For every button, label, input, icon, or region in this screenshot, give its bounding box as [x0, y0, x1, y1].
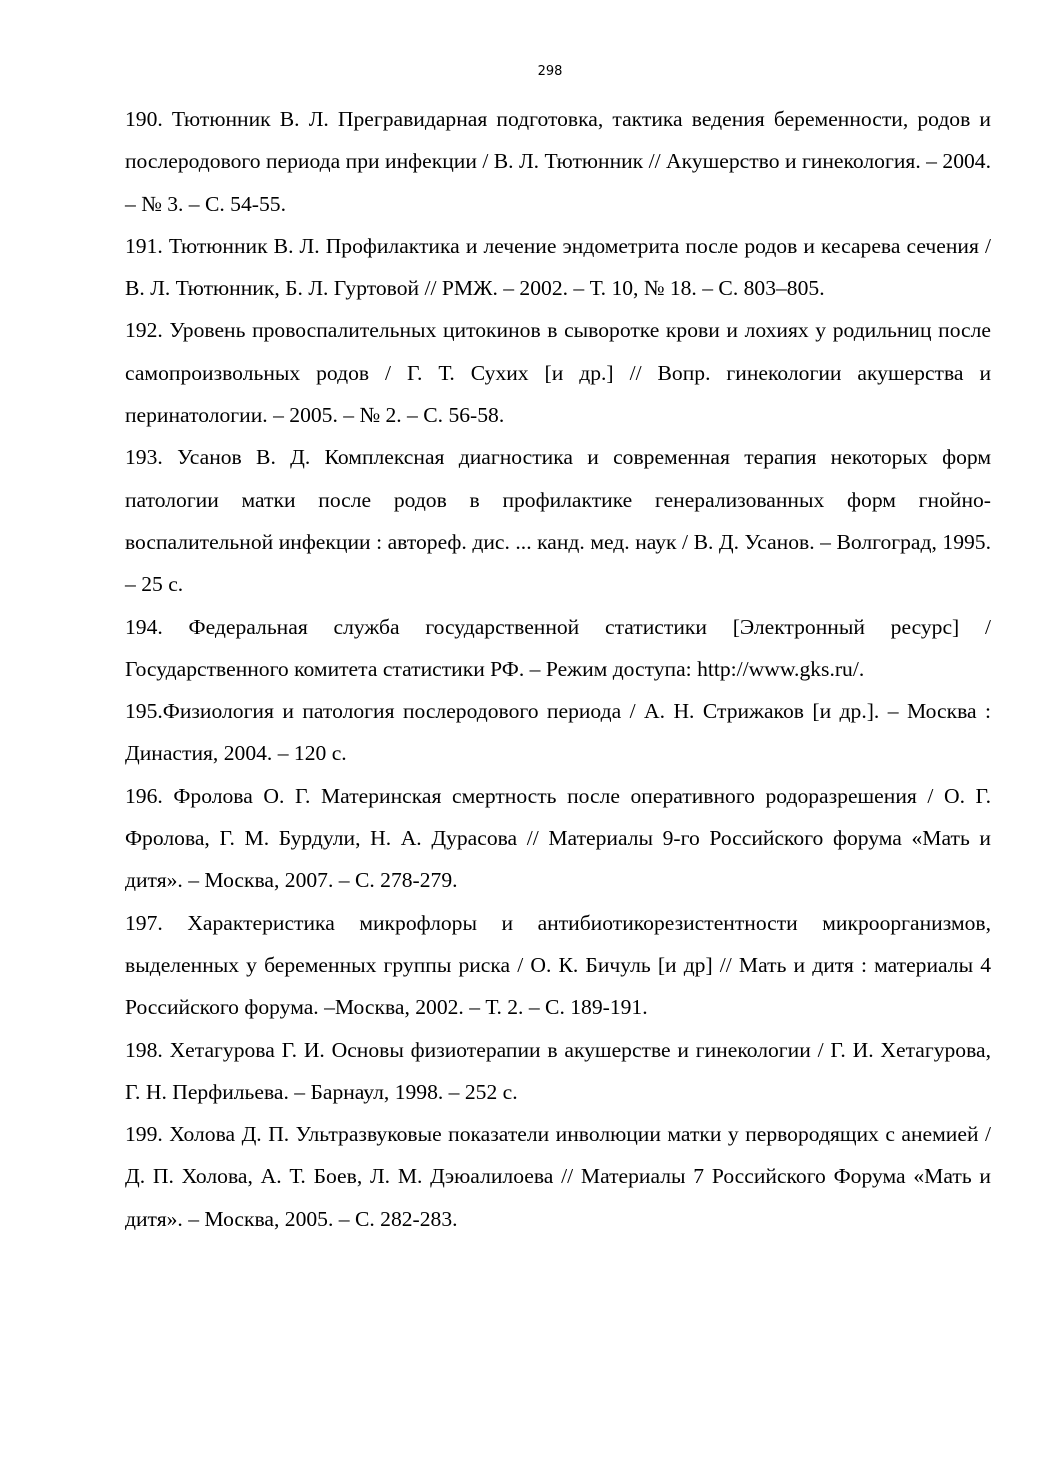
reference-item-190: 190. Тютюнник В. Л. Прегравидарная подготовка, тактика ведения беременности, родов и послеродового периода при инфекции / В. Л. Тютюнник // Акушерство и гинекология. – 2004. – № 3. – С. 54-55.: [125, 107, 991, 216]
reference-item-199: 199. Холова Д. П. Ультразвуковые показатели инволюции матки у первородящих с анемией / Д. П. Холова, А. Т. Боев, Л. М. Дэюалилоева // Материалы 7 Российского Форума «Мать и дитя». – Москва, 2005. – С. 282-283.: [125, 1122, 991, 1231]
reference-list: [125, 98, 991, 1240]
reference-item-196: 196. Фролова О. Г. Материнская смертность после оперативного родоразрешения / О. Г. Фролова, Г. М. Бурдули, Н. А. Дурасова // Материалы 9-го Российского форума «Мать и дитя». – Москва, 2007. – С. 278-279.: [125, 783, 991, 893]
reference-item-192: 192. Уровень провоспалительных цитокинов в сыворотке крови и лохиях у родильниц после самопроизвольных родов / Г. Т. Сухих [и др.] // Вопр. гинекологии акушерства и перинатологии. – 2005. – № 2. – С. 56-58.: [125, 318, 991, 428]
reference-item-191: 191. Тютюнник В. Л. Профилактика и лечение эндометрита после родов и кесарева сечения / В. Л. Тютюнник, Б. Л. Гуртовой // РМЖ. – 2002. – Т. 10, № 18. – С. 803–805.: [125, 233, 991, 301]
reference-item-194: 194. Федеральная служба государственной статистики [Электронный ресурс] / Государственного комитета статистики РФ. – Режим доступа: http://www.gks.ru/.: [125, 614, 991, 681]
reference-item-193: 193. Усанов В. Д. Комплексная диагностика и современная терапия некоторых форм патологии матки после родов в профилактике генерализованных форм гнойно-воспалительной инфекции : автореф. дис. ... канд. мед. наук / В. Д. Усанов. – Волгоград, 1995. – 25 с.: [125, 445, 991, 597]
reference-item-198: 198. Хетагурова Г. И. Основы физиотерапии в акушерстве и гинекологии / Г. И. Хетагурова, Г. Н. Перфильева. – Барнаул, 1998. – 252 с.: [125, 1037, 991, 1104]
reference-item-195: 195.Физиология и патология послеродового периода / А. Н. Стрижаков [и др.]. – Москва : Династия, 2004. – 120 с.: [125, 699, 991, 766]
reference-item-197: 197. Характеристика микрофлоры и антибиотикорезистентности микроорганизмов, выделенных у беременных группы риска / О. К. Бичуль [и др] // Мать и дитя : материалы 4 Российского форума. –Москва, 2002. – Т. 2. – С. 189-191.: [125, 910, 991, 1020]
page-number: 298: [537, 64, 563, 79]
